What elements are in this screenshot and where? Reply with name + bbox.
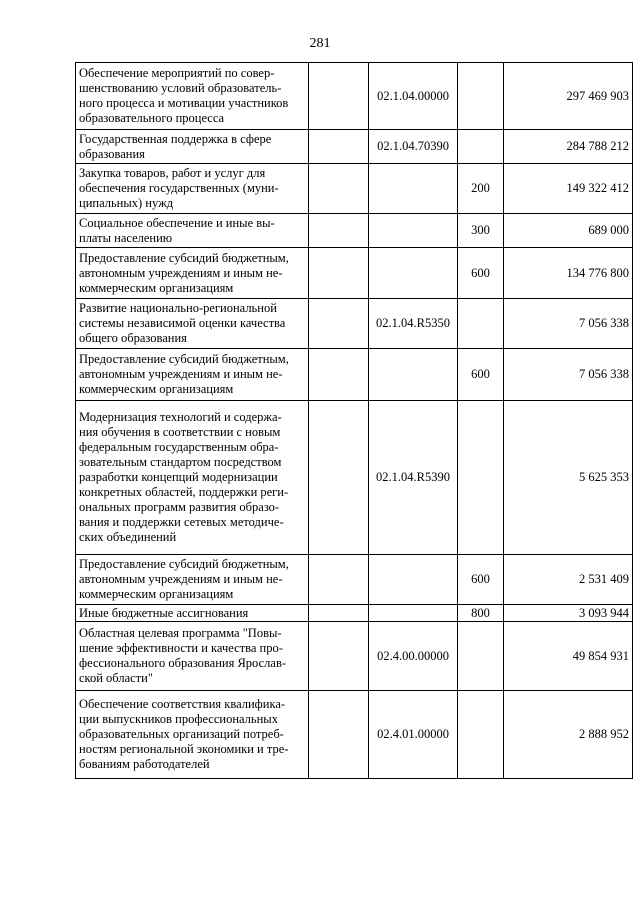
row-name-line: автономным учреждениям и иным не- xyxy=(79,367,283,381)
row-name-line: ции выпускников профессиональных xyxy=(79,712,278,726)
row-code xyxy=(369,555,458,605)
blank-cell xyxy=(309,555,369,605)
row-name-cell xyxy=(76,622,309,691)
row-amount: 149 322 412 xyxy=(504,164,633,214)
row-name-line: конкретных областей, поддержки реги- xyxy=(79,485,289,499)
row-amount: 7 056 338 xyxy=(504,299,633,349)
blank-cell xyxy=(309,214,369,248)
row-name-line: Развитие национально-региональной xyxy=(79,301,277,315)
table-row xyxy=(76,130,633,164)
table-row xyxy=(76,299,633,349)
blank-cell xyxy=(309,622,369,691)
row-type xyxy=(458,63,504,130)
row-amount: 134 776 800 xyxy=(504,248,633,299)
row-name-line: образовательного процесса xyxy=(79,111,225,125)
table-row xyxy=(76,555,633,605)
row-name-line: ностям региональной экономики и тре- xyxy=(79,742,289,756)
row-name-line: ских объединений xyxy=(79,530,177,544)
row-name-line: фессионального образования Ярослав- xyxy=(79,656,287,670)
row-name-cell xyxy=(76,214,309,248)
row-name-cell xyxy=(76,691,309,779)
row-amount: 2 888 952 xyxy=(504,691,633,779)
row-type xyxy=(458,401,504,555)
row-name-line: образования xyxy=(79,146,145,161)
row-name-line: Закупка товаров, работ и услуг для xyxy=(79,166,266,180)
row-type xyxy=(458,299,504,349)
blank-cell xyxy=(309,63,369,130)
row-name-cell xyxy=(76,164,309,214)
row-name-line: федеральным государственным обра- xyxy=(79,440,279,454)
row-code xyxy=(369,248,458,299)
table-row xyxy=(76,691,633,779)
row-name-cell xyxy=(76,130,309,164)
row-name-cell xyxy=(76,63,309,130)
row-name-line: бованиям работодателей xyxy=(79,757,210,771)
row-name-cell xyxy=(76,248,309,299)
row-amount: 3 093 944 xyxy=(504,605,633,622)
row-type xyxy=(458,691,504,779)
row-type: 300 xyxy=(458,214,504,248)
blank-cell xyxy=(309,401,369,555)
row-name-line: Предоставление субсидий бюджетным, xyxy=(79,250,289,265)
row-amount: 689 000 xyxy=(504,214,633,248)
row-name-line: Социальное обеспечение и иные вы- xyxy=(79,215,275,230)
table-row xyxy=(76,164,633,214)
row-name-line: системы независимой оценки качества xyxy=(79,316,286,330)
row-type xyxy=(458,622,504,691)
budget-table xyxy=(75,62,633,779)
row-name-line: платы населению xyxy=(79,230,173,245)
row-name-line: Модернизация технологий и содержа- xyxy=(79,410,282,424)
row-name-line: образовательных организаций потреб- xyxy=(79,727,284,741)
row-name-line: Обеспечение соответствия квалифика- xyxy=(79,697,286,711)
row-amount: 2 531 409 xyxy=(504,555,633,605)
row-name-line: Предоставление субсидий бюджетным, xyxy=(79,557,289,571)
row-code xyxy=(369,349,458,401)
row-name-line: шенствованию условий образователь- xyxy=(79,81,282,95)
row-code xyxy=(369,164,458,214)
blank-cell xyxy=(309,248,369,299)
row-name-line: шение эффективности и качества про- xyxy=(79,641,283,655)
row-type xyxy=(458,130,504,164)
row-code: 02.4.00.00000 xyxy=(369,622,458,691)
row-name-cell xyxy=(76,605,309,622)
row-name-line: ональных программ развития образо- xyxy=(79,500,280,514)
blank-cell xyxy=(309,164,369,214)
blank-cell xyxy=(309,605,369,622)
table-row xyxy=(76,401,633,555)
row-code: 02.1.04.R5390 xyxy=(369,401,458,555)
row-name-cell xyxy=(76,401,309,555)
row-name-line: ния обучения в соответствии с новым xyxy=(79,425,281,439)
row-name-cell xyxy=(76,349,309,401)
row-type: 200 xyxy=(458,164,504,214)
row-name-line: Государственная поддержка в сфере xyxy=(79,131,272,146)
blank-cell xyxy=(309,130,369,164)
row-name-line: ного процесса и мотивации участников xyxy=(79,96,289,110)
row-name-cell xyxy=(76,555,309,605)
row-name-line: автономным учреждениям и иным не- xyxy=(79,572,283,586)
row-amount: 7 056 338 xyxy=(504,349,633,401)
table-row xyxy=(76,349,633,401)
row-amount: 49 854 931 xyxy=(504,622,633,691)
row-type: 800 xyxy=(458,605,504,622)
table-row xyxy=(76,63,633,130)
row-name-line: коммерческим организациям xyxy=(79,280,234,295)
row-name-line: ской области" xyxy=(79,671,153,685)
row-code: 02.4.01.00000 xyxy=(369,691,458,779)
row-name-line: коммерческим организациям xyxy=(79,587,234,601)
row-name-line: автономным учреждениям и иным не- xyxy=(79,265,283,280)
blank-cell xyxy=(309,299,369,349)
row-name-line: общего образования xyxy=(79,331,187,345)
row-name-line: Предоставление субсидий бюджетным, xyxy=(79,352,289,366)
row-name-line: вания и поддержки сетевых методиче- xyxy=(79,515,284,529)
row-type: 600 xyxy=(458,248,504,299)
row-name-line: ципальных) нужд xyxy=(79,196,174,210)
row-name-line: зовательным стандартом посредством xyxy=(79,455,282,469)
table-row xyxy=(76,248,633,299)
table-row xyxy=(76,605,633,622)
row-type: 600 xyxy=(458,349,504,401)
row-code xyxy=(369,214,458,248)
row-amount: 5 625 353 xyxy=(504,401,633,555)
row-amount: 297 469 903 xyxy=(504,63,633,130)
row-name-line: разработки концепций модернизации xyxy=(79,470,278,484)
row-name-line: Обеспечение мероприятий по совер- xyxy=(79,66,275,80)
row-name-line: Иные бюджетные ассигнования xyxy=(79,605,249,620)
row-amount: 284 788 212 xyxy=(504,130,633,164)
row-code xyxy=(369,605,458,622)
row-name-line: Областная целевая программа "Повы- xyxy=(79,626,282,640)
row-name-line: обеспечения государственных (муни- xyxy=(79,181,279,195)
blank-cell xyxy=(309,691,369,779)
row-code: 02.1.04.70390 xyxy=(369,130,458,164)
blank-cell xyxy=(309,349,369,401)
row-name-cell xyxy=(76,299,309,349)
row-name-line: коммерческим организациям xyxy=(79,382,234,396)
table-row xyxy=(76,214,633,248)
row-code: 02.1.04.R5350 xyxy=(369,299,458,349)
table-row xyxy=(76,622,633,691)
row-type: 600 xyxy=(458,555,504,605)
page-number: 281 xyxy=(309,36,331,51)
row-code: 02.1.04.00000 xyxy=(369,63,458,130)
